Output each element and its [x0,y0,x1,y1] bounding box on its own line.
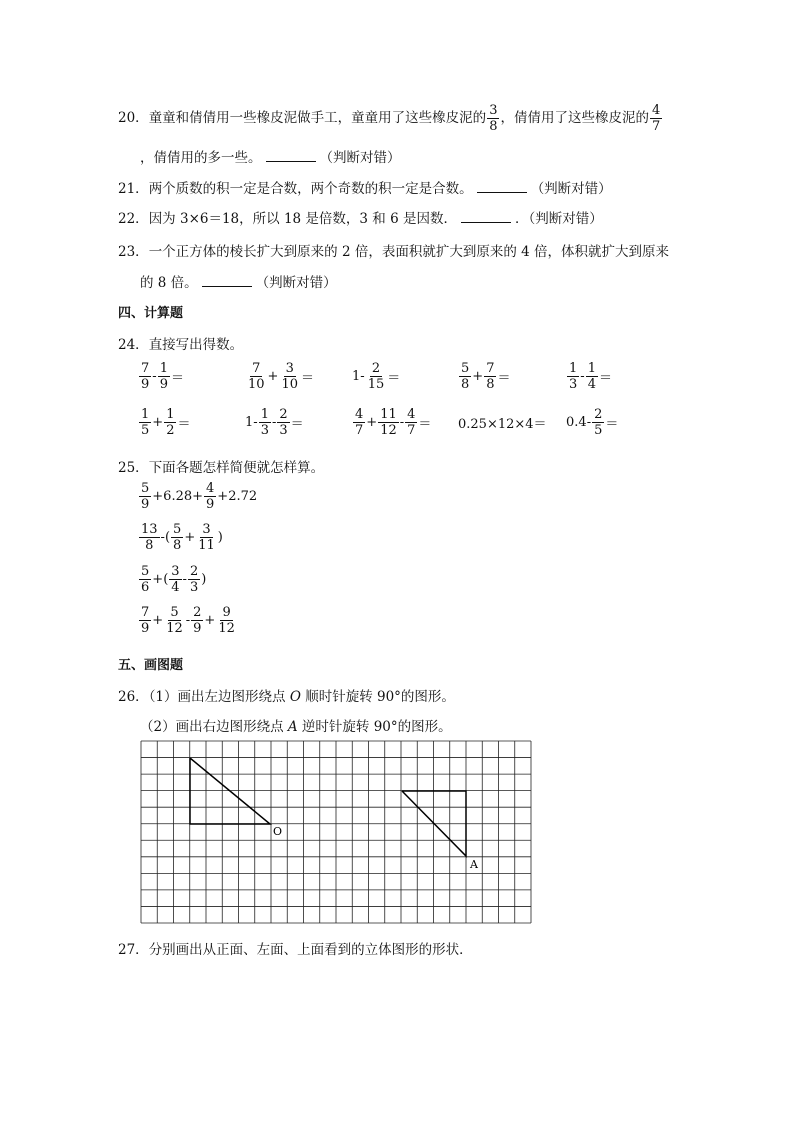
calc-item: 0.4 - $\frac{2}{5}$ ＝ [566,407,619,438]
calc-item: $\frac{5}{6}$ + ( $\frac{3}{4}$ - $\frac{2}{3}$ ) [141,564,207,595]
q21: 21．两个质数的积一定是合数，两个奇数的积一定是合数。 （判断对错） [118,181,612,197]
q26-line1: 26．（1）画出左边图形绕点 O 顺时针旋转 90°的图形。 [118,689,455,705]
calc-item: $\frac{5}{8}$ + $\frac{7}{8}$ ＝ [461,361,511,392]
calc-item: $\frac{13}{8}$ - ( $\frac{5}{8}$ + $\frac{3}{11}$ ) [141,522,223,553]
q20-line1: 20．童童和倩倩用一些橡皮泥做手工，童童用了这些橡皮泥的 $\frac{3}{8}$ ，倩倩用了这些橡皮泥的 $\frac{4}{7}$ [118,103,661,134]
section-title: 五、画图题 [118,658,184,673]
calc-item: $\frac{5}{9}$ +6.28+ $\frac{4}{9}$ +2.72 [141,481,258,512]
q27: 27．分别画出从正面、左面、上面看到的立体图形的形状． [118,942,473,958]
answer-blank[interactable] [266,151,316,162]
calc-item: $\frac{4}{7}$ + $\frac{11}{12}$ - $\frac{4}{7}$ ＝ [355,407,432,438]
calc-item: $\frac{7}{9}$ + $\frac{5}{12}$ - $\frac{2}{9}$ + $\frac{9}{12}$ [141,605,235,636]
drawing-grid[interactable] [140,740,534,924]
q24: 24．直接写出得数。 [118,337,244,353]
q20-line2: ，倩倩用的多一些。 （判断对错） [140,150,401,166]
q23-line2: 的 8 倍。 （判断对错） [140,275,337,291]
q22: 22．因为 3×6＝18，所以 18 是倍数，3 和 6 是因数． ．（判断对错） [118,211,603,227]
answer-blank[interactable] [477,182,527,193]
calc-item: $\frac{7}{9}$ - $\frac{1}{9}$ ＝ [141,361,184,392]
q23-line1: 23．一个正方体的棱长扩大到原来的 2 倍，表面积就扩大到原来的 4 倍，体积就扩大到原来 [118,244,670,260]
calc-item: 0.25×12×4＝ [458,417,547,432]
calc-item: 1 - $\frac{2}{15}$ ＝ [352,361,401,392]
answer-blank[interactable] [461,212,511,223]
fraction: $\frac{3}{8}$ [489,103,498,134]
point-a-label: A [470,858,478,871]
calc-item: $\frac{7}{10}$ + $\frac{3}{10}$ ＝ [248,361,315,392]
answer-blank[interactable] [202,276,252,287]
calc-item: 1 - $\frac{1}{3}$ - $\frac{2}{3}$ ＝ [245,407,304,438]
calc-item: $\frac{1}{3}$ - $\frac{1}{4}$ ＝ [569,361,612,392]
calc-item: $\frac{1}{5}$ + $\frac{1}{2}$ ＝ [141,407,191,438]
q25: 25．下面各题怎样简便就怎样算。 [118,460,325,476]
fraction: $\frac{4}{7}$ [651,103,661,134]
point-o-label: O [273,825,283,838]
q26-line2: （2）画出右边图形绕点 A 逆时针旋转 90°的图形。 [140,719,452,735]
section-title: 四、计算题 [118,306,184,321]
